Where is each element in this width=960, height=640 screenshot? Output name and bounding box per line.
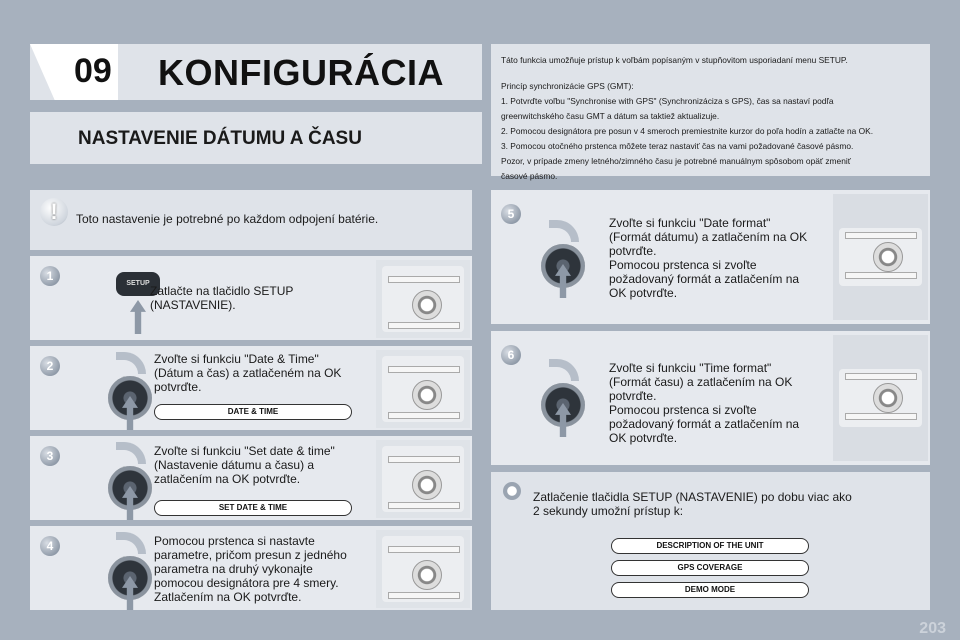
- step-text: Zvoľte si funkciu "Time format" (Formát času) a zatlačením na OK potvrďte. Pomocou prstenca si zvoľte požadovaný formát a zatlačením na OK potvrďte.: [609, 361, 800, 445]
- step-6-panel: [491, 331, 930, 465]
- step-4-panel: [30, 526, 472, 610]
- setup-hint-text: Zatlačenie tlačidla SETUP (NASTAVENIE) po dobu viac ako 2 sekundy umožní prístup k:: [533, 490, 852, 518]
- setup-hint-panel: [491, 472, 930, 610]
- radio-thumbnail: [376, 260, 470, 338]
- radio-thumbnail: [376, 530, 470, 608]
- step-number: 5: [501, 204, 521, 224]
- step-number: 2: [40, 356, 60, 376]
- radio-unit-image: [382, 536, 464, 602]
- warning-note: [30, 190, 472, 250]
- rotate-arrow-icon: [116, 352, 146, 374]
- push-arrow-icon: [130, 300, 146, 334]
- step-2-panel: [30, 346, 472, 430]
- chapter-number: 09: [74, 52, 112, 90]
- step-number: 1: [40, 266, 60, 286]
- radio-unit-image: [839, 369, 922, 427]
- radio-unit-image: [382, 356, 464, 422]
- menu-option-pill: SET DATE & TIME: [154, 500, 352, 516]
- info-line: 2. Pomocou designátora pre posun v 4 smeroch premiestnite kurzor do poľa hodín a zatlačte na OK.: [501, 126, 874, 136]
- radio-thumbnail: [376, 440, 470, 518]
- warning-text: Toto nastavenie je potrebné po každom odpojení batérie.: [76, 212, 379, 226]
- step-number: 6: [501, 345, 521, 365]
- info-line: 3. Pomocou otočného prstenca môžete teraz nastaviť čas na vami požadované časové pásmo.: [501, 141, 854, 151]
- step-text: Zvoľte si funkciu "Set date & time" (Nastavenie dátumu a času) a zatlačením na OK potvrďte.: [154, 444, 335, 486]
- warning-icon: !: [40, 198, 68, 226]
- menu-option-pill: DATE & TIME: [154, 404, 352, 420]
- rotate-arrow-icon: [549, 220, 579, 242]
- info-line: Pozor, v prípade zmeny letného/zimného času je potrebné manuálnym spôsobom opäť zmeniť: [501, 156, 851, 166]
- step-3-panel: [30, 436, 472, 520]
- section-title-bar: [30, 112, 482, 164]
- info-lines: [501, 79, 924, 184]
- radio-unit-image: [382, 446, 464, 512]
- step-number: 3: [40, 446, 60, 466]
- step-text: Zvoľte si funkciu "Date format" (Formát dátumu) a zatlačením na OK potvrďte. Pomocou prstenca si zvoľte požadovaný formát a zatlačením na OK potvrďte.: [609, 216, 808, 300]
- setup-option-pill: DESCRIPTION OF THE UNIT: [611, 538, 809, 554]
- chapter-title-bar: [30, 44, 482, 100]
- chapter-title: KONFIGURÁCIA: [158, 52, 444, 93]
- info-line: greenwitchského času GMT a dátum sa taktiež aktualizuje.: [501, 111, 720, 121]
- radio-unit-image: [382, 266, 464, 332]
- radio-unit-image: [839, 228, 922, 286]
- setup-option-pill: DEMO MODE: [611, 582, 809, 598]
- page-number: 203: [919, 620, 946, 637]
- setup-option-pill: GPS COVERAGE: [611, 560, 809, 576]
- step-text: Zatlačte na tlačidlo SETUP (NASTAVENIE).: [150, 284, 294, 312]
- info-line: 1. Potvrďte voľbu "Synchronise with GPS" (Synchronizáciza s GPS), čas sa nastaví podľa: [501, 96, 834, 106]
- info-line: časové pásmo.: [501, 171, 558, 181]
- tip-icon: [503, 482, 521, 500]
- section-title: NASTAVENIE DÁTUMU A ČASU: [78, 128, 362, 149]
- step-number: 4: [40, 536, 60, 556]
- step-1-panel: [30, 256, 472, 340]
- step-text: Pomocou prstenca si nastavte parametre, pričom presun z jedného parametra na druhý vykonajte pomocou designátora pre 4 smery. Zatlačením na OK potvrďte.: [154, 534, 347, 604]
- step-text: Zvoľte si funkciu "Date & Time" (Dátum a čas) a zatlačeném na OK potvrďte.: [154, 352, 342, 394]
- radio-thumbnail: [833, 335, 928, 461]
- rotate-arrow-icon: [549, 359, 579, 381]
- info-intro: Táto funkcia umožňuje prístup k voľbám popísaným v stupňovitom usporiadaní menu SETUP.: [501, 55, 848, 65]
- rotate-arrow-icon: [116, 532, 146, 554]
- radio-thumbnail: [833, 194, 928, 320]
- info-box: [491, 44, 930, 181]
- radio-thumbnail: [376, 350, 470, 428]
- step-5-panel: [491, 190, 930, 324]
- rotate-arrow-icon: [116, 442, 146, 464]
- info-line: Princíp synchronizácie GPS (GMT):: [501, 81, 634, 91]
- setup-button-icon: SETUP: [116, 272, 160, 296]
